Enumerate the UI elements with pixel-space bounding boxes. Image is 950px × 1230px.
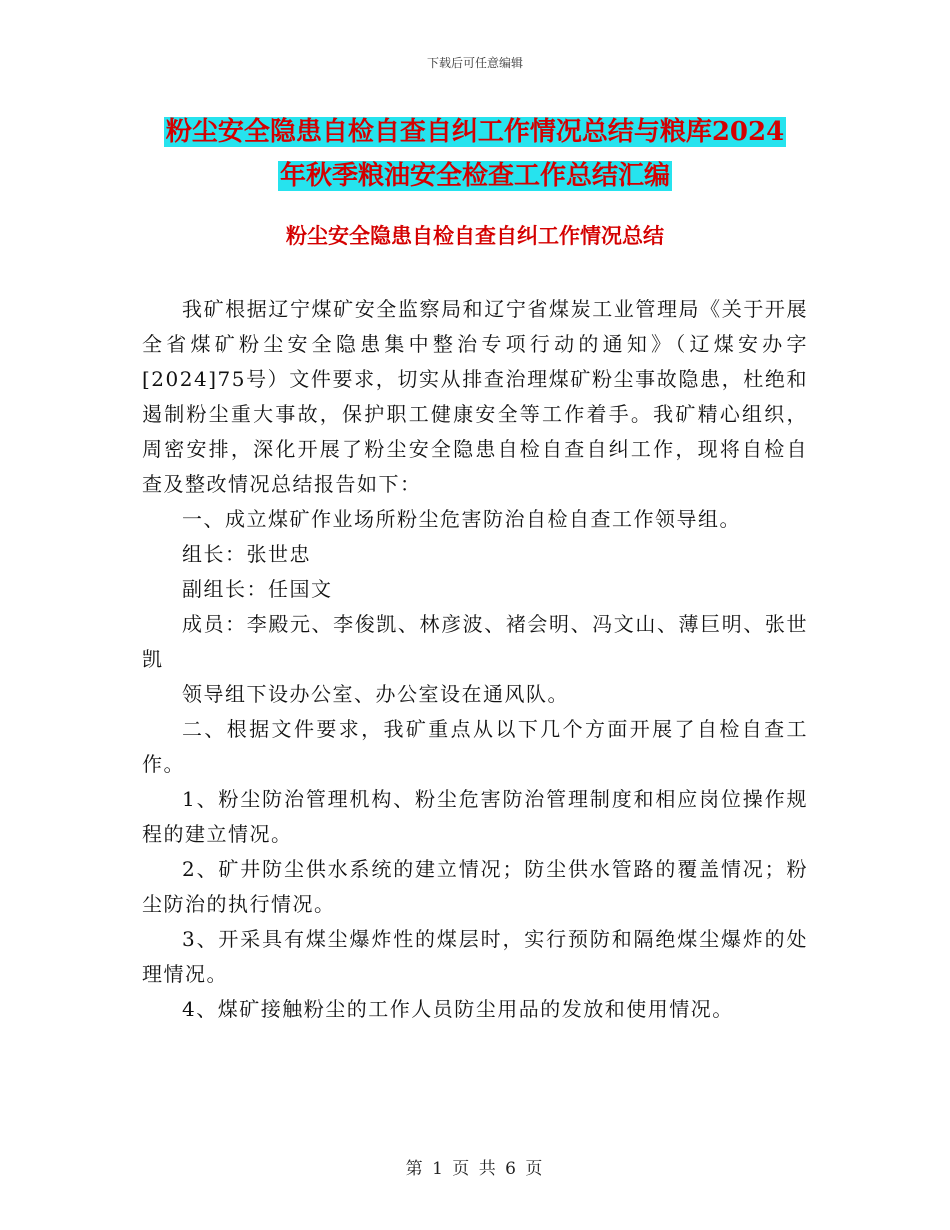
section-title: 粉尘安全隐患自检自查自纠工作情况总结: [286, 223, 664, 248]
header-note: 下载后可任意编辑: [426, 56, 523, 70]
document-title-line-1: 粉尘安全隐患自检自查自纠工作情况总结与粮库2024: [165, 117, 785, 147]
document-title: [140, 110, 810, 198]
paragraph-point-1: 1、粉尘防治管理机构、粉尘危害防治管理制度和相应岗位操作规程的建立情况。: [142, 787, 808, 846]
document-title-line-2: 年秋季粮油安全检查工作总结汇编: [279, 161, 670, 191]
paragraph-item-2: 二、根据文件要求，我矿重点从以下几个方面开展了自检自查工作。: [142, 717, 808, 776]
paragraph-members: 成员：李殿元、李俊凯、林彦波、褚会明、冯文山、薄巨明、张世凯: [142, 612, 808, 671]
paragraph-deputy: 副组长：任国文: [182, 577, 333, 601]
paragraph-item-1: 一、成立煤矿作业场所粉尘危害防治自检自查工作领导组。: [182, 507, 741, 531]
paragraph-intro: 我矿根据辽宁煤矿安全监察局和辽宁省煤炭工业管理局《关于开展全省煤矿粉尘安全隐患集中整治专项行动的通知》（辽煤安办字[2024]75号）文件要求，切实从排查治理煤矿粉尘事故隐患，杜绝和遏制粉尘重大事故，保护职工健康安全等工作着手。我矿精心组织，周密安排，深化开展了粉尘安全隐患自检自查自纠工作，现将自检自查及整改情况总结报告如下：: [142, 297, 808, 496]
page-number: 第 1 页 共 6 页: [405, 1159, 545, 1179]
paragraph-leader: 组长：张世忠: [182, 542, 311, 566]
paragraph-point-2: 2、矿井防尘供水系统的建立情况；防尘供水管路的覆盖情况；粉尘防治的执行情况。: [142, 857, 808, 916]
paragraph-point-4: 4、煤矿接触粉尘的工作人员防尘用品的发放和使用情况。: [182, 997, 734, 1021]
document-body: [142, 292, 808, 1027]
paragraph-office: 领导组下设办公室、办公室设在通风队。: [182, 682, 569, 706]
paragraph-point-3: 3、开采具有煤尘爆炸性的煤层时，实行预防和隔绝煤尘爆炸的处理情况。: [142, 927, 808, 986]
